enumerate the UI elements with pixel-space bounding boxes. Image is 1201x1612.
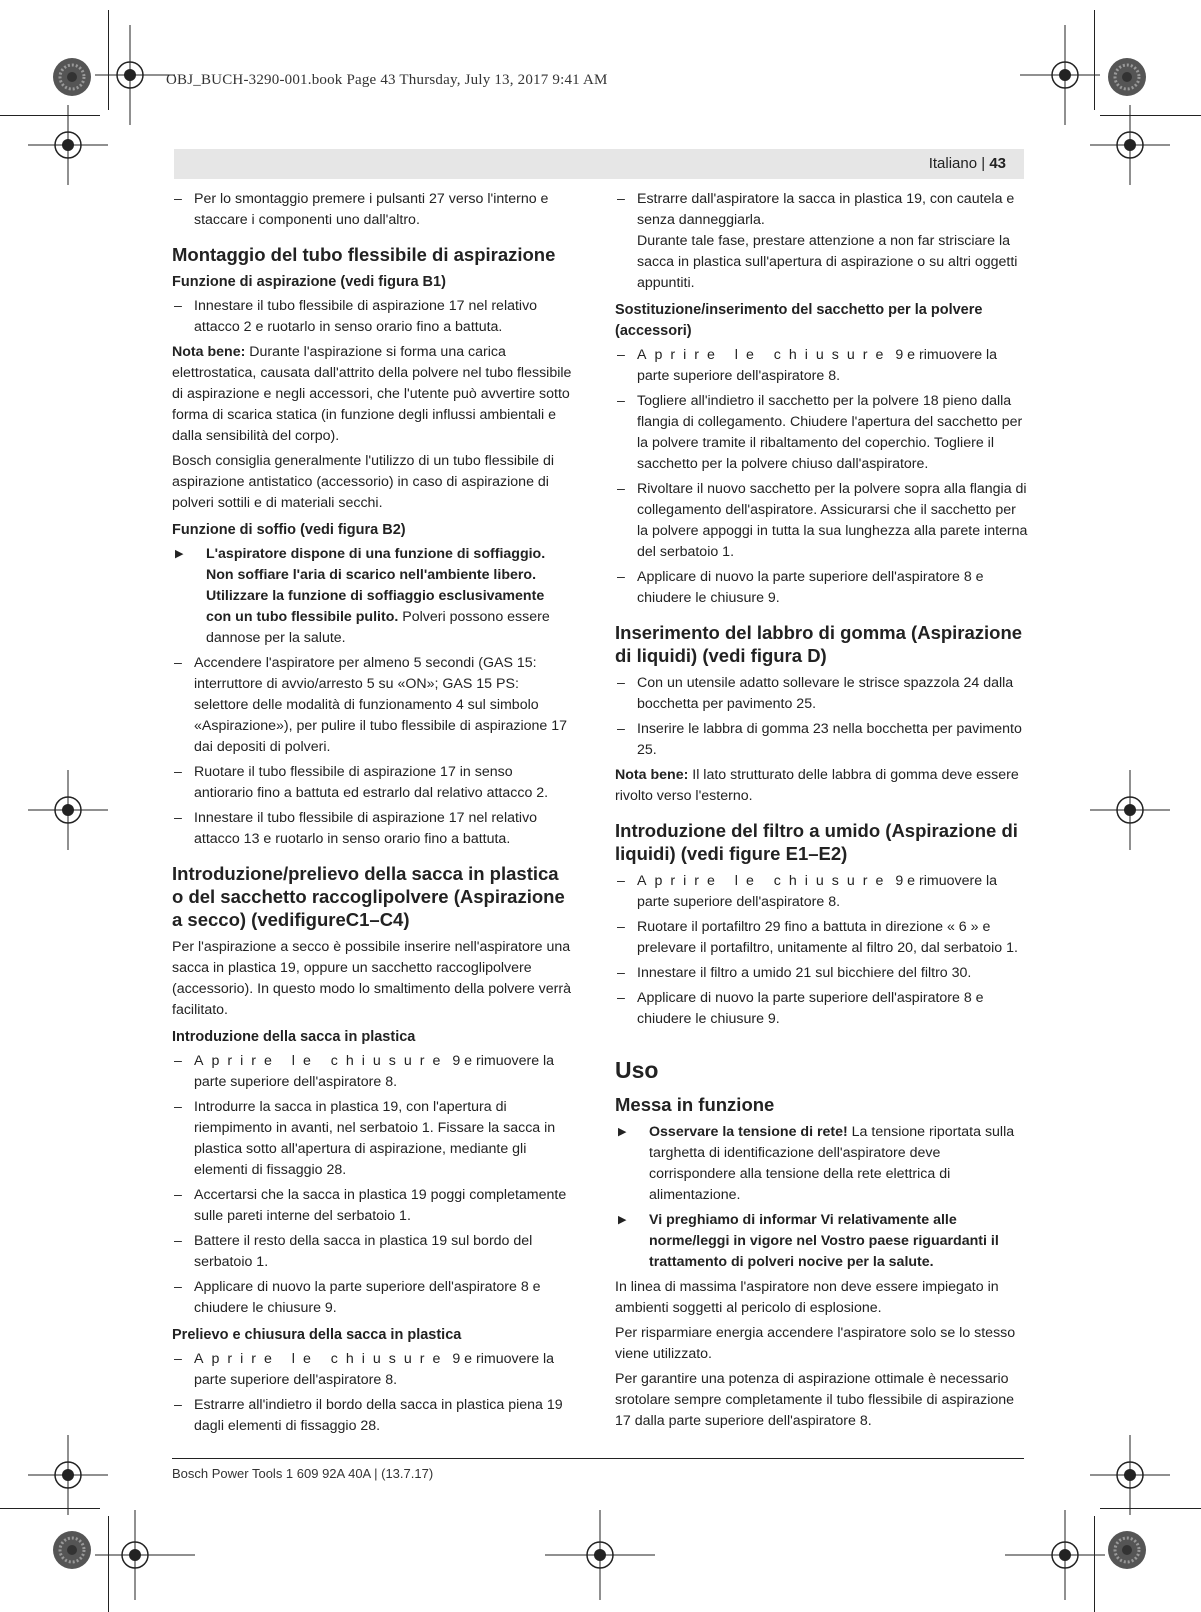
chapter-heading: Uso	[615, 1057, 659, 1083]
list-item: – Aprire le chiusure 9 e rimuovere la parte superiore dell'aspiratore 8.	[617, 873, 998, 910]
note-paragraph: Nota bene: Durante l'aspirazione si forma una carica elettrostatica, causata dall'attrito della polvere nel tubo flessibile di aspirazione e negli accessori, che l'utente può avvertire sotto forma di scarica statica (in funzione degli influssi ambientali e dalla sensibilità del corpo).	[172, 344, 572, 444]
note-paragraph: Nota bene: Il lato strutturato delle labbra di gomma deve essere rivolto verso l'esterno.	[615, 767, 1019, 804]
list-item: – Inserire le labbra di gomma 23 nella bocchetta per pavimento 25.	[617, 721, 1022, 758]
list-item: – Aprire le chiusure 9 e rimuovere la parte superiore dell'aspiratore 8.	[617, 347, 998, 384]
section-heading: Introduzione del filtro a umido (Aspirazione di liquidi) (vedi figure E1–E2)	[615, 820, 1018, 864]
paragraph: Per garantire una potenza di aspirazione ottimale è necessario srotolare sempre completamente il tubo flessibile di aspirazione 17 dalla parte superiore dell'aspiratore 8.	[615, 1371, 1015, 1429]
paragraph: Per risparmiare energia accendere l'aspiratore solo se lo stesso viene utilizzato.	[615, 1325, 1016, 1362]
page-number: 43	[989, 155, 1006, 172]
subsection-heading: Prelievo e chiusura della sacca in plastica	[172, 1327, 462, 1343]
page-footer: Bosch Power Tools 1 609 92A 40A | (13.7.17)	[172, 1466, 434, 1481]
section-heading: Messa in funzione	[615, 1094, 775, 1115]
list-item: – Ruotare il tubo flessibile di aspirazione 17 in senso antiorario fino a battuta ed estrarlo dal relativo attacco 2.	[174, 764, 549, 801]
list-item: – Accendere l'aspiratore per almeno 5 secondi (GAS 15: interruttore di avvio/arresto 5 su «ON»; GAS 15 PS: selettore delle modalità di funzionamento 4 sul simbolo «Aspirazione»), per pulire il tubo flessibile di aspirazione 17 dai depositi di polveri.	[174, 655, 568, 755]
right-column	[615, 189, 1030, 1436]
list-item: – Battere il resto della sacca in plastica 19 sul bordo del serbatoio 1.	[174, 1233, 533, 1270]
list-item: – Togliere all'indietro il sacchetto per la polvere 18 pieno dalla flangia di collegamento. Chiudere l'apertura del sacchetto per la polvere tramite il ribaltamento del coperchio. Togliere il sacchetto per la polvere chiuso dall'aspiratore.	[617, 393, 1023, 472]
color-target-icon	[1107, 1530, 1147, 1570]
file-slug: OBJ_BUCH-3290-001.book Page 43 Thursday, July 13, 2017 9:41 AM	[166, 72, 608, 88]
header-language: Italiano	[928, 155, 978, 172]
warning-item: ▶ Osservare la tensione di rete! La tensione riportata sulla targhetta di identificazione dell'aspiratore deve corrispondere alla tensione della rete elettrica di alimentazione.	[618, 1124, 1015, 1203]
registration-mark-icon	[1090, 1435, 1170, 1515]
list-item: – Estrarre dall'aspiratore la sacca in plastica 19, con cautela e senza danneggiarla. Durante tale fase, prestare attenzione a non far strisciare la sacca in plastica sull'apertura di aspirazione o su altri oggetti appuntiti.	[617, 191, 1018, 291]
section-heading: Introduzione/prelievo della sacca in plastica o del sacchetto raccoglipolvere (Aspirazione a secco) (vedifigureC1–C4)	[172, 863, 565, 930]
page-header-bar	[174, 149, 1024, 179]
arrow-icon: ▶	[618, 1126, 627, 1138]
list-item: – Con un utensile adatto sollevare le strisce spazzola 24 dalla bocchetta per pavimento 25.	[617, 675, 1014, 712]
page-header: Italiano | 43	[928, 155, 1006, 172]
paragraph: Per l'aspirazione a secco è possibile inserire nell'aspiratore una sacca in plastica 19, oppure un sacchetto raccoglipolvere (accessorio). In questo modo lo smaltimento della polvere verrà facilitato.	[172, 939, 572, 1018]
list-item: – Applicare di nuovo la parte superiore dell'aspiratore 8 e chiudere le chiusure 9.	[617, 990, 984, 1027]
color-target-icon	[52, 1530, 92, 1570]
list-item: – Estrarre all'indietro il bordo della sacca in plastica piena 19 dagli elementi di fissaggio 28.	[174, 1397, 563, 1434]
list-item: – Introdurre la sacca in plastica 19, con l'apertura di riempimento in avanti, nel serbatoio 1. Fissare la sacca in plastica sotto all'apertura di aspirazione, mediante gli elementi di fissaggio 28.	[174, 1099, 556, 1178]
section-heading: Montaggio del tubo flessibile di aspirazione	[172, 244, 556, 265]
list-item: – Applicare di nuovo la parte superiore dell'aspiratore 8 e chiudere le chiusure 9.	[617, 569, 984, 606]
subsection-heading: Funzione di aspirazione (vedi figura B1)	[172, 274, 446, 290]
warning-item: ▶ L'aspiratore dispone di una funzione di soffiaggio. Non soffiare l'aria di scarico nell'ambiente libero. Utilizzare la funzione di soffiaggio esclusivamente con un tubo flessibile pulito. Polveri possono essere dannose per la salute.	[175, 546, 550, 646]
registration-mark-icon	[1020, 25, 1100, 125]
left-column	[172, 189, 572, 1441]
registration-mark-icon	[1090, 105, 1170, 185]
list-item: – Innestare il filtro a umido 21 sul bicchiere del filtro 30.	[617, 965, 972, 981]
list-item: – Innestare il tubo flessibile di aspirazione 17 nel relativo attacco 13 e ruotarlo in senso orario fino a battuta.	[174, 810, 538, 847]
list-item: – Applicare di nuovo la parte superiore dell'aspiratore 8 e chiudere le chiusure 9.	[174, 1279, 541, 1316]
registration-mark-icon	[28, 105, 108, 185]
registration-mark-icon	[1005, 1510, 1105, 1600]
warning-item: ▶ Vi preghiamo di informar Vi relativamente alle norme/leggi in vigore nel Vostro paese riguardanti il trattamento di polveri nocive per la salute.	[618, 1212, 999, 1270]
registration-mark-icon	[545, 1510, 655, 1600]
list-item: – Ruotare il portafiltro 29 fino a battuta in direzione « 6 » e prelevare il portafiltro, unitamente al filtro 20, dal serbatoio 1.	[617, 919, 1018, 956]
section-heading: Inserimento del labbro di gomma (Aspirazione di liquidi) (vedi figura D)	[615, 622, 1023, 666]
registration-mark-icon	[28, 1435, 108, 1515]
arrow-icon: ▶	[618, 1214, 627, 1226]
color-target-icon	[52, 57, 92, 97]
list-item: – Aprire le chiusure 9 e rimuovere la parte superiore dell'aspiratore 8.	[174, 1351, 555, 1388]
list-item: – Per lo smontaggio premere i pulsanti 27 verso l'interno e staccare i componenti uno dall'altro.	[174, 191, 549, 228]
paragraph: Bosch consiglia generalmente l'utilizzo di un tubo flessibile di aspirazione antistatico (accessorio) in caso di aspirazione di polveri sottili e di materiali secchi.	[172, 453, 555, 511]
subsection-heading: Funzione di soffio (vedi figura B2)	[172, 522, 406, 538]
arrow-icon: ▶	[175, 548, 184, 560]
footer-rule	[172, 1458, 1024, 1459]
subsection-heading: Sostituzione/inserimento del sacchetto per la polvere (accessori)	[615, 302, 983, 339]
list-item: – Rivoltare il nuovo sacchetto per la polvere sopra alla flangia di collegamento dell'aspiratore. Assicurarsi che il sacchetto per la polvere appoggi in tutta la sua lunghezza alla parete interna del serbatoio 1.	[617, 481, 1028, 560]
list-item: – Innestare il tubo flessibile di aspirazione 17 nel relativo attacco 2 e ruotarlo in senso orario fino a battuta.	[174, 298, 538, 335]
list-item: – Aprire le chiusure 9 e rimuovere la parte superiore dell'aspiratore 8.	[174, 1053, 555, 1090]
registration-mark-icon	[95, 1510, 195, 1600]
list-item: – Accertarsi che la sacca in plastica 19 poggi completamente sulle pareti interne del serbatoio 1.	[174, 1187, 567, 1224]
registration-mark-icon	[1090, 770, 1170, 850]
paragraph: In linea di massima l'aspiratore non deve essere impiegato in ambienti soggetti al pericolo di esplosione.	[615, 1279, 999, 1316]
registration-mark-icon	[28, 770, 108, 850]
subsection-heading: Introduzione della sacca in plastica	[172, 1029, 416, 1045]
color-target-icon	[1107, 57, 1147, 97]
